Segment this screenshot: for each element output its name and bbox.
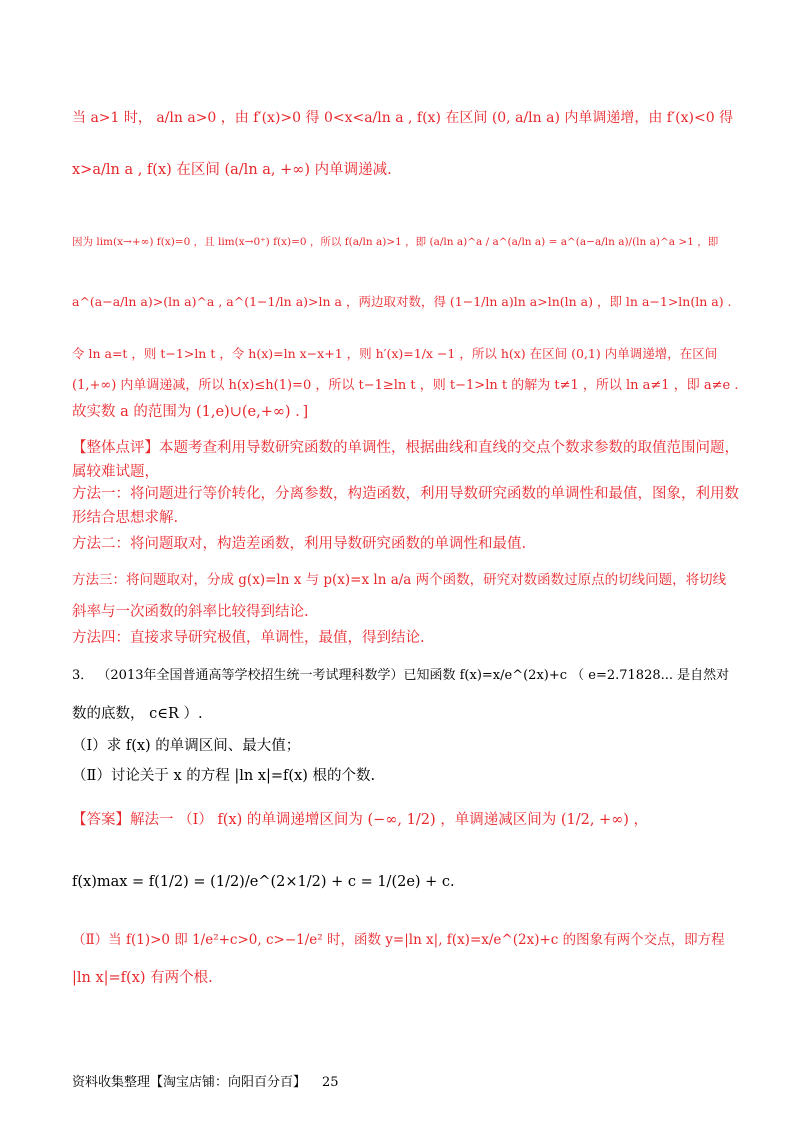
problem-line: （Ⅱ）讨论关于 x 的方程 |ln x|=f(x) 根的个数. bbox=[72, 768, 376, 784]
page-footer bbox=[72, 1071, 339, 1090]
text-line: 令 ln a=t ，则 t−1>ln t ，令 h(x)=ln x−x+1 ，则 h′(x)=1/x −1 ，所以 h(x) 在区间 (0,1) 内单调递增，在区间 bbox=[72, 346, 718, 361]
answer-line: |ln x|=f(x) 有两个根. bbox=[72, 970, 213, 986]
text-line: 斜率与一次函数的斜率比较得到结论. bbox=[72, 604, 309, 620]
problem-line: 数的底数， c∈R ）. bbox=[72, 706, 203, 722]
text-line: 属较难试题， bbox=[72, 464, 159, 480]
answer-line: 【答案】解法一 （Ⅰ） f(x) 的单调递增区间为 (−∞, 1/2) ，单调递减区间为 (1/2, +∞) ， bbox=[72, 812, 649, 828]
text-line: 【整体点评】本题考查利用导数研究函数的单调性，根据曲线和直线的交点个数求参数的取值范围问题， bbox=[72, 440, 739, 456]
text-line: 方法四：直接求导研究极值，单调性，最值，得到结论. bbox=[72, 630, 425, 646]
text-line: 方法二：将问题取对，构造差函数，利用导数研究函数的单调性和最值. bbox=[72, 536, 527, 552]
text-line: 因为 lim(x→+∞) f(x)=0 ，且 lim(x→0⁺) f(x)=0 ，所以 f(a/ln a)>1 ，即 (a/ln a)^a / a^(a/ln a) = a^(a−a/ln a)/(ln a)^a >1 ，即 bbox=[72, 236, 719, 248]
text-line: a^(a−a/ln a)>(ln a)^a , a^(1−1/ln a)>ln a ，两边取对数，得 (1−1/ln a)ln a>ln(ln a) ，即 ln a−1>ln(ln a) . bbox=[72, 294, 732, 309]
text-line: x>a/ln a , f(x) 在区间 (a/ln a, +∞) 内单调递减. bbox=[72, 162, 392, 178]
answer-line: （Ⅱ）当 f(1)>0 即 1/e²+c>0, c>−1/e² 时，函数 y=|ln x|, f(x)=x/e^(2x)+c 的图象有两个交点，即方程 bbox=[72, 932, 725, 948]
text-line: 方法三：将问题取对，分成 g(x)=ln x 与 p(x)=x ln a/a 两个函数，研究对数函数过原点的切线问题，将切线 bbox=[72, 572, 727, 588]
problem-line: 3． （2013年全国普通高等学校招生统一考试理科数学）已知函数 f(x)=x/e^(2x)+c （ e=2.71828... 是自然对 bbox=[72, 668, 730, 683]
text-line: 当 a>1 时， a/ln a>0 ，由 f′(x)>0 得 0<x<a/ln a , f(x) 在区间 (0, a/ln a) 内单调递增，由 f′(x)<0 得 bbox=[72, 110, 734, 126]
page-number: 25 bbox=[322, 1075, 339, 1090]
text-line: 形结合思想求解. bbox=[72, 510, 179, 526]
footer-text: 资料收集整理【淘宝店铺：向阳百分百】 bbox=[72, 1075, 307, 1090]
text-line: 故实数 a 的范围为 (1,e)∪(e,+∞) ．] bbox=[72, 404, 309, 420]
text-line: (1,+∞) 内单调递减，所以 h(x)≤h(1)=0 ，所以 t−1≥ln t ，则 t−1>ln t 的解为 t≠1 ，所以 ln a≠1 ，即 a≠e . bbox=[72, 378, 739, 393]
text-line: 方法一：将问题进行等价转化，分离参数，构造函数，利用导数研究函数的单调性和最值，图象，利用数 bbox=[72, 486, 739, 502]
problem-line: （Ⅰ）求 f(x) 的单调区间、最大值； bbox=[72, 738, 301, 754]
answer-formula: f(x)max = f(1/2) = (1/2)/e^(2×1/2) + c = 1/(2e) + c. bbox=[72, 874, 455, 890]
